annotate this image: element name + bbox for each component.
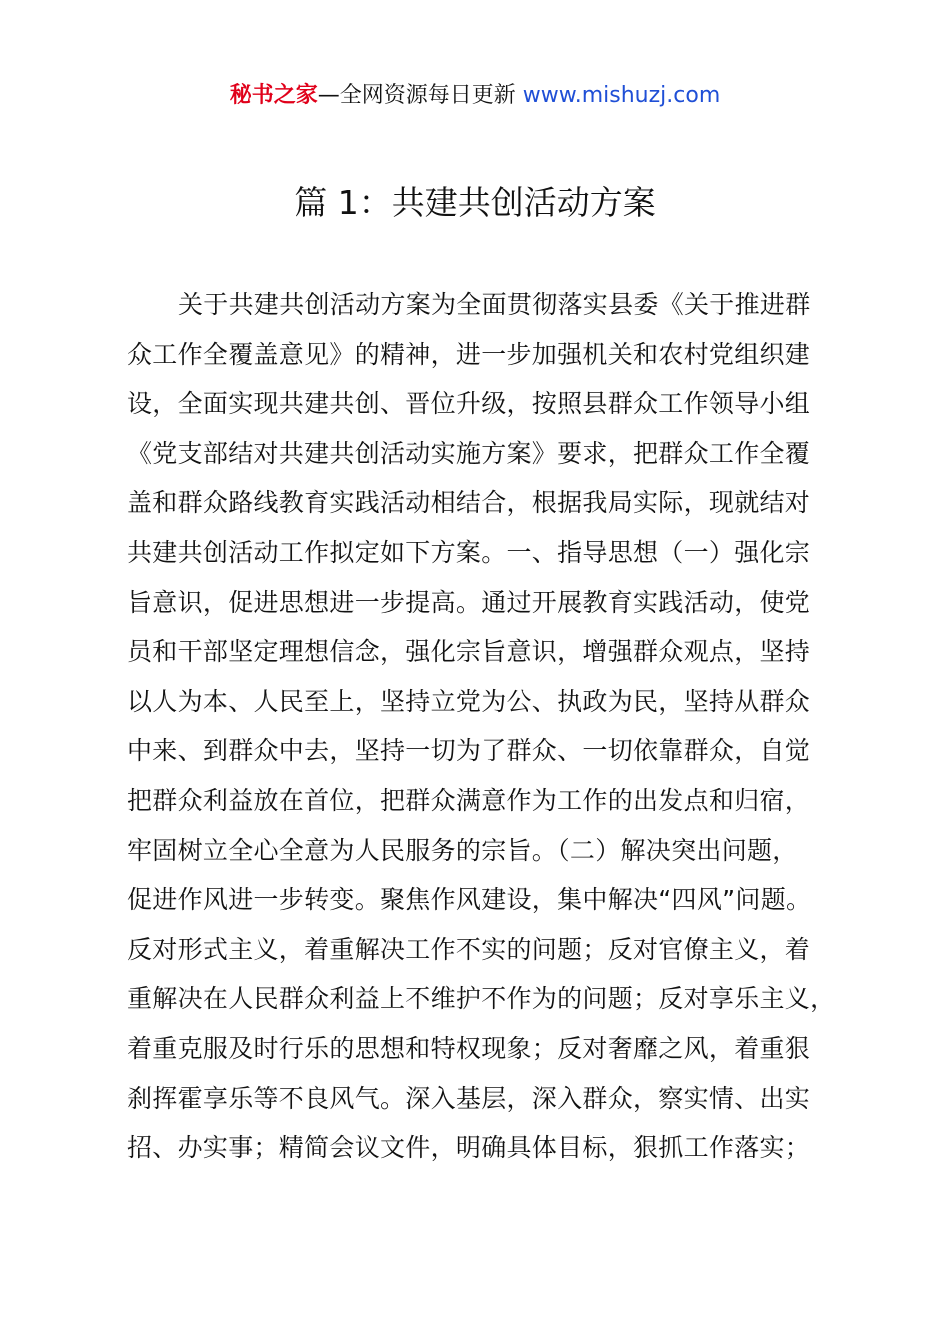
body-line: 把群众利益放在首位，把群众满意作为工作的出发点和归宿， — [127, 785, 811, 815]
document-body — [127, 280, 837, 1173]
document-title: 篇 1：共建共创活动方案 — [294, 183, 656, 222]
body-line: 反对形式主义，着重解决工作不实的问题；反对官僚主义，着 — [127, 934, 811, 964]
body-line: 盖和群众路线教育实践活动相结合，根据我局实际，现就结对 — [127, 488, 811, 518]
site-url-link[interactable]: www.mishuzj.com — [522, 83, 721, 108]
body-line: 重解决在人民群众利益上不维护不作为的问题；反对享乐主义， — [127, 984, 836, 1014]
body-line: 着重克服及时行乐的思想和特权现象；反对奢靡之风，着重狠 — [127, 1033, 811, 1063]
body-line: 众工作全覆盖意见》的精神，进一步加强机关和农村党组织建 — [127, 339, 811, 369]
body-line: 员和干部坚定理想信念，强化宗旨意识，增强群众观点，坚持 — [127, 637, 811, 667]
body-line: 刹挥霍享乐等不良风气。深入基层，深入群众，察实情、出实 — [127, 1083, 811, 1113]
body-line: 以人为本、人民至上，坚持立党为公、执政为民，坚持从群众 — [127, 686, 811, 716]
body-line: 旨意识，促进思想进一步提高。通过开展教育实践活动，使党 — [127, 587, 811, 617]
site-tagline: —全网资源每日更新 — [317, 83, 516, 108]
body-line: 牢固树立全心全意为人民服务的宗旨。（二）解决突出问题， — [127, 835, 798, 865]
site-brand: 秘书之家 — [229, 83, 318, 108]
body-line: 设，全面实现共建共创、晋位升级，按照县群众工作领导小组 — [127, 389, 811, 419]
site-header — [0, 80, 950, 112]
body-line: 促进作风进一步转变。聚焦作风建设，集中解决“四风”问题。 — [127, 885, 812, 915]
body-line: 招、办实事；精简会议文件，明确具体目标，狠抓工作落实； — [127, 1133, 811, 1163]
body-line: 中来、到群众中去，坚持一切为了群众、一切依靠群众，自觉 — [127, 736, 811, 766]
body-line: 《党支部结对共建共创活动实施方案》要求，把群众工作全覆 — [127, 438, 811, 468]
body-line: 共建共创活动工作拟定如下方案。一、指导思想（一）强化宗 — [127, 537, 811, 567]
body-line: 关于共建共创活动方案为全面贯彻落实县委《关于推进群 — [178, 290, 811, 319]
